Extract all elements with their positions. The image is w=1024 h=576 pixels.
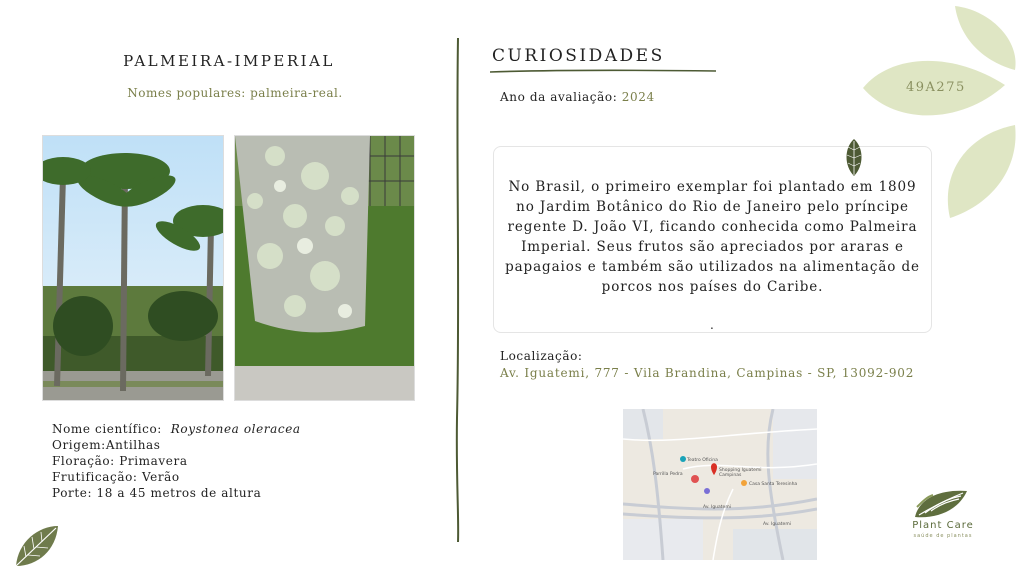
column-divider bbox=[455, 38, 461, 542]
svg-text:Av. Iguatemi: Av. Iguatemi bbox=[763, 522, 791, 527]
svg-text:Casa Santa Teresinha: Casa Santa Teresinha bbox=[749, 482, 798, 487]
svg-text:Teatro Oficina: Teatro Oficina bbox=[687, 458, 718, 463]
trunk-lichen-photo bbox=[234, 135, 415, 401]
flowering: Floração: Primavera bbox=[52, 454, 188, 468]
popular-names: Nomes populares: palmeira-real. bbox=[127, 86, 343, 100]
palm-trees-photo bbox=[42, 135, 224, 401]
year-label: Ano da avaliação: bbox=[500, 90, 618, 104]
curiosity-text: No Brasil, o primeiro exemplar foi plantado em 1809 no Jardim Botânico do Rio de Janeiro pelo príncipe regente D. João VI, ficando conhecida como Palmeira Imperial. Seus frutos são apreciados por araras e papagaios e também são utilizados na alimentação de porcos nos países do Caribe. bbox=[505, 179, 920, 295]
fruiting: Frutificação: Verão bbox=[52, 470, 180, 484]
leaf-icon bbox=[844, 138, 864, 178]
scientific-name-label: Nome científico: bbox=[52, 422, 162, 436]
location-address: Av. Iguatemi, 777 - Vila Brandina, Campinas - SP, 13092-902 bbox=[500, 366, 915, 380]
svg-text:Av. Iguatemi: Av. Iguatemi bbox=[703, 505, 731, 510]
location-map[interactable] bbox=[623, 409, 817, 560]
curiosities-title: CURIOSIDADES bbox=[492, 46, 665, 66]
species-title: PALMEIRA-IMPERIAL bbox=[123, 52, 335, 70]
scientific-name-row bbox=[52, 421, 301, 437]
svg-text:Parrilla Pedra: Parrilla Pedra bbox=[653, 472, 683, 477]
brand-name: Plant Care bbox=[912, 520, 974, 531]
record-code: 49A275 bbox=[906, 80, 966, 95]
leaf-icon bbox=[12, 524, 60, 568]
plant-care-logo-icon bbox=[913, 487, 969, 519]
origin: Origem:Antilhas bbox=[52, 438, 161, 452]
location-label: Localização: bbox=[500, 349, 583, 363]
plant-facts bbox=[52, 421, 301, 501]
svg-text:Shopping Iguatemi: Shopping Iguatemi bbox=[719, 468, 762, 473]
svg-text:Campinas: Campinas bbox=[719, 473, 742, 478]
card-dot: . bbox=[710, 318, 714, 332]
year-value: 2024 bbox=[621, 90, 655, 104]
evaluation-year bbox=[500, 90, 655, 104]
scientific-name-value: Roystonea oleracea bbox=[170, 422, 301, 436]
brand-tagline: saúde de plantas bbox=[913, 533, 973, 539]
title-underline bbox=[490, 66, 716, 76]
size: Porte: 18 a 45 metros de altura bbox=[52, 486, 262, 500]
